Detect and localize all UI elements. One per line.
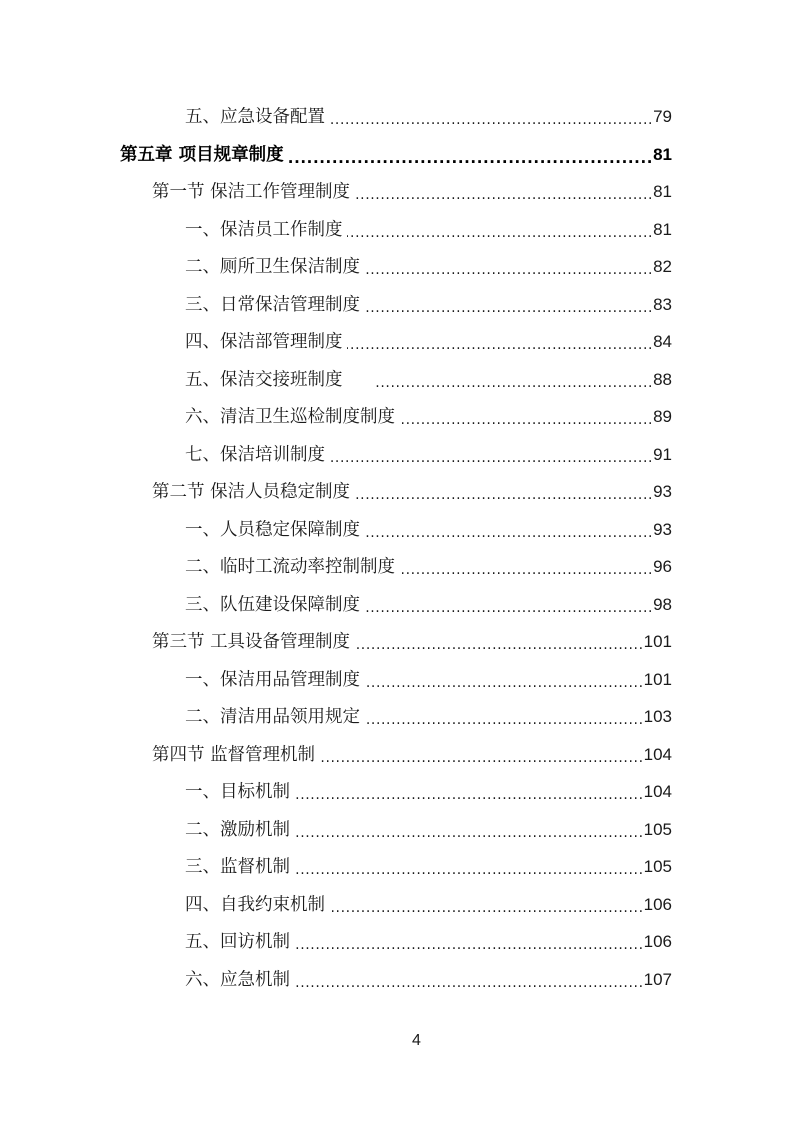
toc-subsection-entry[interactable] [185,217,672,243]
dot-leader [354,179,653,205]
toc-entry-label: 三、队伍建设保障制度 [185,594,360,615]
toc-entry-page: 103 [643,707,672,726]
toc-entry-label: 第三节 工具设备管理制度 [152,632,351,652]
toc-entry-label: 第一节 保洁工作管理制度 [152,182,351,202]
dot-leader [294,779,644,805]
toc-subsection-entry[interactable] [185,517,672,543]
toc-entry-page: 82 [653,257,672,276]
dot-leader [354,479,653,505]
toc-entry-label: 二、清洁用品领用规定 [185,707,360,727]
toc-section-entry[interactable] [152,742,672,768]
toc-entry-label: 六、应急机制 [185,969,290,990]
toc-entry-label: 五、回访机制 [185,932,290,952]
dot-leader [294,929,644,955]
dot-leader [364,704,644,730]
toc-subsection-entry[interactable] [185,967,672,993]
toc-subsection-entry[interactable] [185,254,672,280]
toc-entry-page: 89 [653,407,672,426]
toc-entry-label: 三、监督机制 [185,857,290,877]
toc-entry-page: 98 [653,594,672,614]
toc-entry-label: 第五章 项目规章制度 [120,144,284,165]
toc-entry-page: 83 [653,294,672,314]
toc-subsection-entry[interactable] [185,779,672,805]
dot-leader [364,667,644,693]
toc-entry-page: 104 [643,782,672,801]
dot-leader [375,367,654,393]
toc-subsection-entry[interactable] [185,292,672,318]
toc-entry-page: 81 [653,144,672,164]
toc-entry-page: 93 [653,482,672,501]
toc-entry-page: 93 [653,519,672,539]
toc-entry-label: 一、保洁员工作制度 [185,219,343,240]
toc-entry-label: 一、保洁用品管理制度 [185,669,360,690]
toc-entry-page: 106 [643,932,672,951]
toc-entry-page: 104 [643,744,672,764]
toc-entry-label: 一、人员稳定保障制度 [185,519,360,540]
toc-section-entry[interactable] [152,179,672,205]
dot-leader [329,442,653,468]
toc-entry-label: 四、保洁部管理制度 [185,332,343,352]
toc-entry-page: 101 [643,669,672,689]
dot-leader [347,329,654,355]
toc-entry-label: 第四节 监督管理机制 [152,744,316,765]
toc-subsection-entry[interactable] [185,329,672,355]
toc-entry-label: 五、应急设备配置 [185,107,325,127]
toc-entry-page: 107 [643,969,672,989]
toc-subsection-entry[interactable] [185,592,672,618]
toc-entry-label: 四、自我约束机制 [185,894,325,915]
toc-entry-label: 二、临时工流动率控制制度 [185,557,395,577]
toc-subsection-entry[interactable] [185,854,672,880]
dot-leader [294,854,644,880]
toc-section-entry[interactable] [152,479,672,505]
toc-entry-page: 105 [643,819,672,839]
toc-subsection-entry[interactable] [185,667,672,693]
toc-entry-label: 二、厕所卫生保洁制度 [185,257,360,277]
dot-leader [399,404,653,430]
toc-subsection-entry[interactable] [185,929,672,955]
toc-entry-label: 五、保洁交接班制度 [185,369,343,390]
toc-entry-label: 第二节 保洁人员稳定制度 [152,482,351,502]
toc-entry-page: 81 [653,219,672,239]
dot-leader [288,142,653,168]
toc-subsection-entry[interactable] [185,404,672,430]
toc-entry-label: 六、清洁卫生巡检制度制度 [185,407,395,427]
dot-leader [364,517,653,543]
toc-subsection-entry[interactable] [185,442,672,468]
dot-leader [294,967,644,993]
toc-entry-label: 七、保洁培训制度 [185,444,325,465]
toc-entry-label: 三、日常保洁管理制度 [185,294,360,315]
toc-subsection-entry[interactable] [185,817,672,843]
page-number: 4 [412,1032,421,1049]
dot-leader [347,217,654,243]
toc-entry-page: 81 [653,182,672,201]
toc-entry-page: 101 [643,632,672,651]
dot-leader [329,104,653,130]
dot-leader [364,254,653,280]
toc-subsection-entry[interactable] [185,892,672,918]
dot-leader [319,742,644,768]
toc-entry-page: 91 [653,444,672,464]
dot-leader [329,892,644,918]
toc-entry-page: 88 [653,369,672,389]
toc-entry-page: 105 [643,857,672,876]
toc-entry-page: 106 [643,894,672,914]
dot-leader [354,629,644,655]
toc-subsection-entry[interactable] [185,104,672,130]
dot-leader [294,817,644,843]
toc-entry-label: 一、目标机制 [185,782,290,802]
dot-leader [399,554,653,580]
toc-entry-label: 二、激励机制 [185,819,290,840]
toc-section-entry[interactable] [152,629,672,655]
toc-subsection-entry[interactable] [185,704,672,730]
toc-subsection-entry[interactable] [185,367,672,393]
toc-entry-page: 79 [653,107,672,126]
toc-entry-page: 84 [653,332,672,351]
dot-leader [364,292,653,318]
toc-chapter-entry[interactable] [120,142,672,168]
toc-subsection-entry[interactable] [185,554,672,580]
dot-leader [364,592,653,618]
toc-entry-page: 96 [653,557,672,576]
